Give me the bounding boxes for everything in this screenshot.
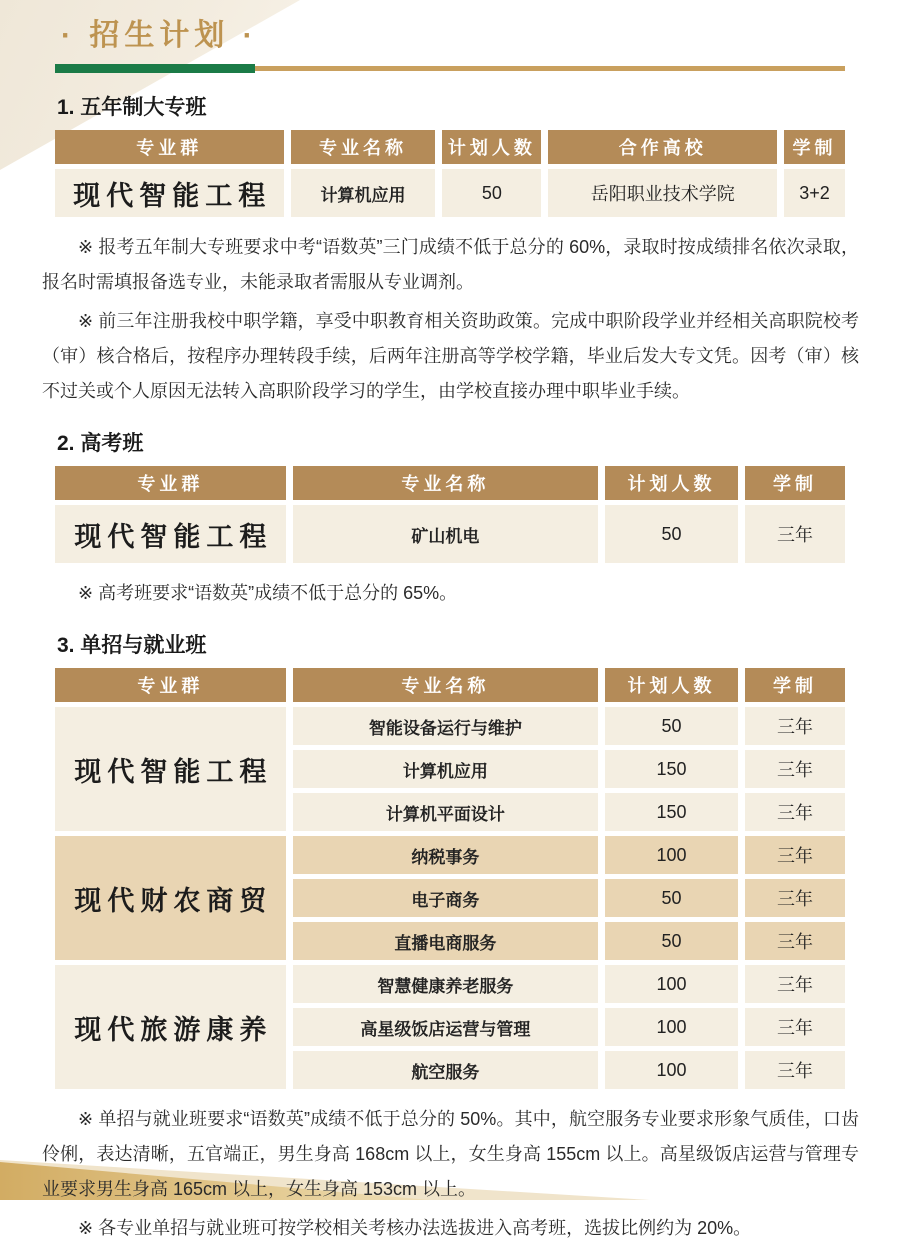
column-header-major: 专业名称 [293,668,598,702]
cell-major: 矿山机电 [293,505,598,563]
cell-major: 计算机平面设计 [293,793,598,831]
note-paragraph: ※ 单招与就业班要求“语数英”成绩不低于总分的 50%。其中，航空服务专业要求形象气质佳，口齿伶俐，表达清晰，五官端正，男生身高 168cm 以上，女生身高 155cm 以上。高星级饭店运营与管理专业要求男生身高 165cm 以上，女生身高 153cm 以上。 [42,1109,859,1199]
cell-group: 现代智能工程 [55,169,284,217]
cell-count: 50 [605,879,738,917]
cell-count: 150 [605,793,738,831]
column-header-count: 计划人数 [605,466,738,500]
cell-count: 50 [605,505,738,563]
cell-count: 150 [605,750,738,788]
gaokao-class-table [48,461,852,568]
cell-duration: 三年 [745,922,845,960]
cell-count: 100 [605,1051,738,1089]
column-header-group: 专业群 [55,668,286,702]
cell-duration: 三年 [745,836,845,874]
section-3-heading: 3. 单招与就业班 [57,634,207,657]
title-divider [55,64,845,73]
cell-major: 智慧健康养老服务 [293,965,598,1003]
column-header-count: 计划人数 [442,130,541,164]
cell-college: 岳阳职业技术学院 [548,169,777,217]
cell-major: 计算机应用 [291,169,436,217]
five-year-college-table [48,125,852,222]
cell-major: 高星级饭店运营与管理 [293,1008,598,1046]
cell-major: 电子商务 [293,879,598,917]
cell-duration: 三年 [745,965,845,1003]
table-row [55,707,845,745]
column-header-duration: 学制 [745,466,845,500]
cell-major: 直播电商服务 [293,922,598,960]
cell-count: 50 [605,707,738,745]
column-header-major: 专业名称 [293,466,598,500]
cell-major: 智能设备运行与维护 [293,707,598,745]
column-header-count: 计划人数 [605,668,738,702]
cell-group: 现代财农商贸 [55,836,286,960]
cell-major: 航空服务 [293,1051,598,1089]
cell-group: 现代智能工程 [55,505,286,563]
cell-duration: 三年 [745,750,845,788]
cell-major: 纳税事务 [293,836,598,874]
cell-group: 现代智能工程 [55,707,286,831]
divider-green-segment [55,64,255,73]
table-header-row [55,130,845,164]
column-header-duration: 学制 [745,668,845,702]
note-paragraph: ※ 高考班要求“语数英”成绩不低于总分的 65%。 [78,583,458,603]
cell-duration: 三年 [745,1051,845,1089]
cell-count: 100 [605,1008,738,1046]
table-row [55,836,845,874]
cell-duration: 三年 [745,505,845,563]
cell-duration: 三年 [745,879,845,917]
column-header-group: 专业群 [55,130,284,164]
table-header-row [55,668,845,702]
divider-gold-segment [255,66,845,71]
page-title: · 招生计划 · [61,19,258,52]
column-header-duration: 学制 [784,130,845,164]
column-header-major: 专业名称 [291,130,436,164]
note-paragraph: ※ 前三年注册我校中职学籍，享受中职教育相关资助政策。完成中职阶段学业并经相关高职院校考（审）核合格后，按程序办理转段手续，后两年注册高等学校学籍，毕业后发大专文凭。因考（审）核不过关或个人原因无法转入高职阶段学习的学生，由学校直接办理中职毕业手续。 [42,311,859,401]
note-paragraph: ※ 报考五年制大专班要求中考“语数英”三门成绩不低于总分的 60%，录取时按成绩排名依次录取，报名时需填报备选专业，未能录取者需服从专业调剂。 [42,237,859,292]
column-header-group: 专业群 [55,466,286,500]
cell-count: 100 [605,965,738,1003]
column-header-college: 合作高校 [548,130,777,164]
cell-duration: 三年 [745,793,845,831]
cell-duration: 三年 [745,1008,845,1046]
table-row [55,505,845,563]
cell-duration: 3+2 [784,169,845,217]
cell-count: 50 [442,169,541,217]
table-row [55,169,845,217]
note-paragraph: ※ 各专业单招与就业班可按学校相关考核办法选拔进入高考班，选拔比例约为 20%。 [78,1218,752,1238]
cell-count: 100 [605,836,738,874]
cell-count: 50 [605,922,738,960]
section-2-heading: 2. 高考班 [57,432,144,455]
single-recruit-employment-table [48,663,852,1094]
cell-duration: 三年 [745,707,845,745]
section-1-heading: 1. 五年制大专班 [57,96,207,119]
cell-major: 计算机应用 [293,750,598,788]
cell-group: 现代旅游康养 [55,965,286,1089]
table-header-row [55,466,845,500]
table-row [55,965,845,1003]
